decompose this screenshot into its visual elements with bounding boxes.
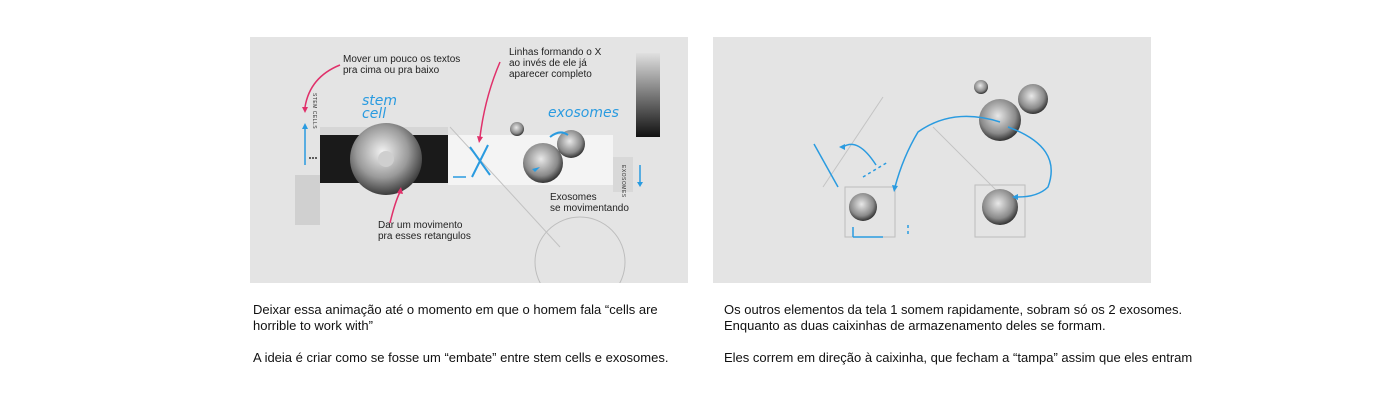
caption-frame-1-p2: A ideia é criar como se fosse um “embate” entre stem cells e exosomes. bbox=[253, 350, 669, 365]
frame-2-artwork bbox=[713, 37, 1151, 283]
caption-frame-2-p2: Eles correm em direção à caixinha, que fecham a “tampa” assim que eles entram bbox=[724, 350, 1193, 365]
exosome-top-large bbox=[979, 99, 1021, 141]
caption-frame-2 bbox=[724, 302, 1204, 366]
exosome-top-small bbox=[974, 80, 988, 94]
exosome-top-medium bbox=[1018, 84, 1048, 114]
exosome-box-left bbox=[849, 193, 877, 221]
exosome-medium bbox=[557, 130, 585, 158]
vertical-label-exosomes: EXOSOMES bbox=[620, 165, 626, 198]
storyboard-frame-2 bbox=[713, 37, 1151, 283]
note-move-text: Mover um pouco os textos pra cima ou pra baixo bbox=[343, 54, 461, 76]
caption-frame-1-p1: Deixar essa animação até o momento em que o homem fala “cells are horrible to work with” bbox=[253, 302, 658, 333]
note-lines-x: Linhas formando o X ao invés de ele já aparecer completo bbox=[509, 47, 602, 80]
gradient-bar bbox=[636, 53, 660, 137]
exosome-large bbox=[523, 143, 563, 183]
caption-frame-2-p1: Os outros elementos da tela 1 somem rapidamente, sobram só os 2 exosomes. Enquanto as duas caixinhas de armazenamento deles se formam. bbox=[724, 302, 1183, 333]
handwritten-stem-cell: stem cell bbox=[362, 93, 398, 122]
note-exosomes-move: Exosomes se movimentando bbox=[550, 192, 629, 214]
caption-frame-1 bbox=[253, 302, 683, 366]
note-rect-move: Dar um movimento pra esses retangulos bbox=[378, 220, 471, 242]
exosome-small bbox=[510, 122, 524, 136]
storyboard-frame-1 bbox=[250, 37, 688, 283]
handwritten-exosomes: exosomes bbox=[548, 105, 619, 121]
exosome-box-right bbox=[982, 189, 1018, 225]
frame-1-artwork bbox=[250, 37, 688, 283]
vertical-label-stem-cells: STEM CELLS bbox=[311, 93, 317, 130]
